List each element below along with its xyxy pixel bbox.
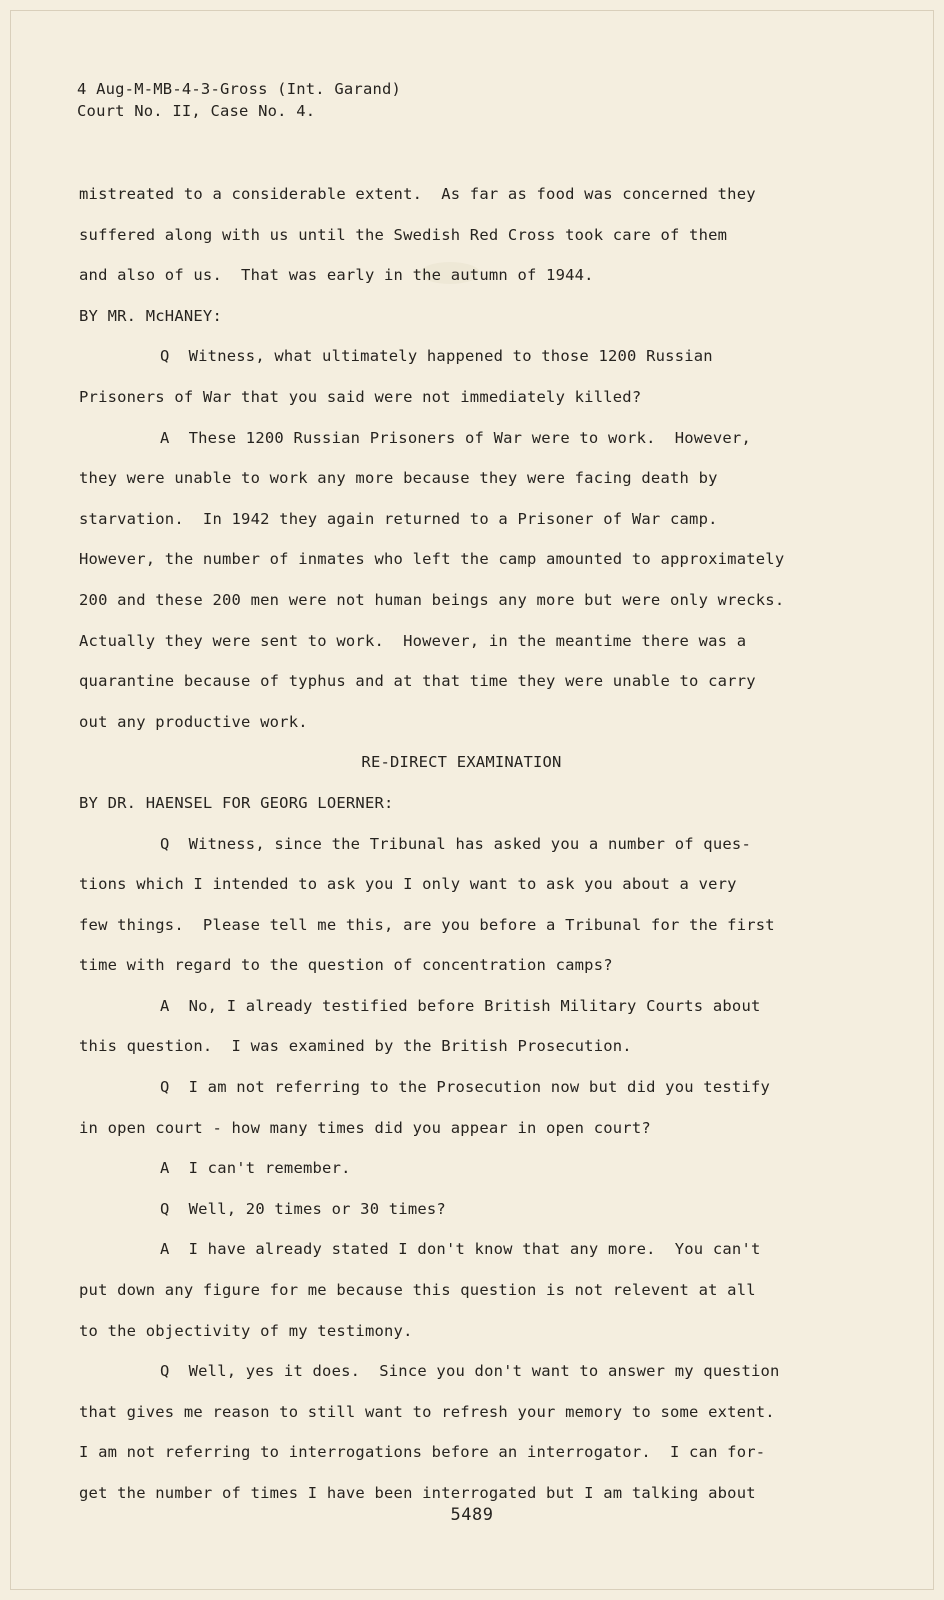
speaker-heading: BY MR. McHANEY: bbox=[79, 306, 222, 325]
text-line: tions which I intended to ask you I only want to ask you about a very bbox=[79, 875, 737, 894]
text-line: in open court - how many times did you appear in open court? bbox=[79, 1118, 651, 1137]
question-line: Q Well, 20 times or 30 times? bbox=[160, 1199, 446, 1218]
text-line: that gives me reason to still want to refresh your memory to some extent. bbox=[79, 1402, 775, 1421]
answer-line: A I have already stated I don't know that any more. You can't bbox=[160, 1240, 761, 1259]
text-line: mistreated to a considerable extent. As far as food was concerned they bbox=[79, 185, 756, 203]
text-line: 200 and these 200 men were not human beings any more but were only wrecks. bbox=[79, 590, 785, 609]
question-line: Q Witness, what ultimately happened to those 1200 Russian bbox=[160, 347, 713, 366]
text-line: However, the number of inmates who left the camp amounted to approximately bbox=[79, 550, 785, 569]
speaker-heading: BY DR. HAENSEL FOR GEORG LOERNER: bbox=[79, 793, 394, 812]
text-line: they were unable to work any more because they were facing death by bbox=[79, 469, 718, 488]
question-line: Q Witness, since the Tribunal has asked you a number of ques- bbox=[160, 834, 751, 853]
answer-line: A These 1200 Russian Prisoners of War were to work. However, bbox=[160, 428, 751, 447]
transcript-body bbox=[79, 174, 844, 1514]
text-line: this question. I was examined by the British Prosecution. bbox=[79, 1037, 632, 1056]
question-line: Q Well, yes it does. Since you don't want to answer my question bbox=[160, 1362, 780, 1381]
text-line: Actually they were sent to work. However, in the meantime there was a bbox=[79, 631, 747, 650]
text-line: and also of us. That was early in the autumn of 1944. bbox=[79, 266, 594, 285]
text-line: get the number of times I have been interrogated but I am talking about bbox=[79, 1484, 756, 1502]
text-line: quarantine because of typhus and at that time they were unable to carry bbox=[79, 672, 756, 691]
question-line: Q I am not referring to the Prosecution now but did you testify bbox=[160, 1078, 771, 1097]
text-line: starvation. In 1942 they again returned to a Prisoner of War camp. bbox=[79, 509, 718, 528]
text-line: few things. Please tell me this, are you before a Tribunal for the first bbox=[79, 915, 775, 934]
text-line: suffered along with us until the Swedish Red Cross took care of them bbox=[79, 225, 728, 244]
page-number: 5489 bbox=[450, 1505, 494, 1525]
text-line: Prisoners of War that you said were not immediately killed? bbox=[79, 387, 642, 406]
text-line: I am not referring to interrogations before an interrogator. I can for- bbox=[79, 1443, 766, 1462]
text-line: out any productive work. bbox=[79, 712, 308, 731]
answer-line: A No, I already testified before British Military Courts about bbox=[160, 996, 761, 1015]
document-header bbox=[77, 78, 401, 122]
answer-line: A I can't remember. bbox=[160, 1159, 351, 1178]
text-line: to the objectivity of my testimony. bbox=[79, 1321, 413, 1340]
text-line: time with regard to the question of concentration camps? bbox=[79, 956, 613, 975]
header-line-1: 4 Aug-M-MB-4-3-Gross (Int. Garand) bbox=[77, 80, 402, 98]
text-line: put down any figure for me because this question is not relevent at all bbox=[79, 1281, 756, 1300]
header-line-2: Court No. II, Case No. 4. bbox=[77, 102, 316, 120]
section-heading: RE-DIRECT EXAMINATION bbox=[361, 753, 562, 772]
